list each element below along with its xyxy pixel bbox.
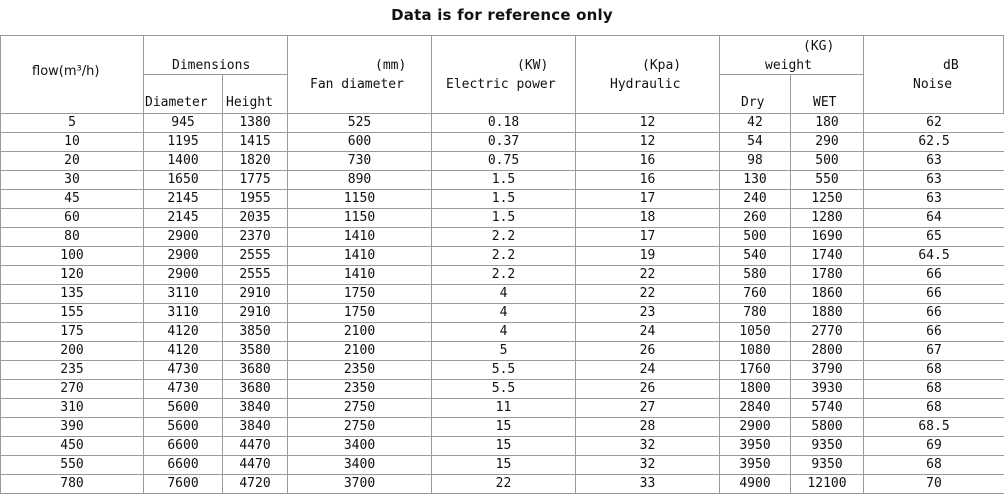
header-noise-unit: dB: [943, 58, 959, 73]
cell-noise: 63: [864, 171, 1004, 190]
cell-electric-power: 15: [432, 456, 576, 475]
table-row: [1, 304, 1004, 323]
cell-noise: 65: [864, 228, 1004, 247]
cell-diameter: 2145: [144, 190, 223, 209]
cell-hydraulic: 32: [576, 437, 720, 456]
cell-wet-weight: 3790: [791, 361, 864, 380]
cell-hydraulic: 28: [576, 418, 720, 437]
specs-table: [0, 113, 1004, 494]
header-power-unit: (KW): [517, 58, 548, 73]
cell-flow: 135: [1, 285, 144, 304]
cell-electric-power: 15: [432, 418, 576, 437]
header-fan-diameter: Fan diameter: [310, 77, 404, 92]
cell-noise: 69: [864, 437, 1004, 456]
cell-noise: 68.5: [864, 418, 1004, 437]
cell-fan-diameter: 890: [288, 171, 432, 190]
cell-hydraulic: 19: [576, 247, 720, 266]
cell-fan-diameter: 2750: [288, 399, 432, 418]
cell-dry-weight: 1760: [720, 361, 791, 380]
cell-diameter: 4120: [144, 342, 223, 361]
cell-flow: 30: [1, 171, 144, 190]
header-hydraulic-unit: (Kpa): [642, 58, 681, 73]
cell-fan-diameter: 600: [288, 133, 432, 152]
cell-fan-diameter: 2100: [288, 323, 432, 342]
cell-diameter: 5600: [144, 399, 223, 418]
cell-electric-power: 2.2: [432, 266, 576, 285]
cell-height: 3680: [223, 380, 288, 399]
cell-fan-diameter: 1410: [288, 247, 432, 266]
cell-hydraulic: 26: [576, 342, 720, 361]
table-header: [0, 35, 1004, 113]
cell-diameter: 6600: [144, 437, 223, 456]
cell-diameter: 1195: [144, 133, 223, 152]
cell-height: 4470: [223, 437, 288, 456]
table-row: [1, 152, 1004, 171]
table-row: [1, 114, 1004, 133]
cell-fan-diameter: 525: [288, 114, 432, 133]
cell-diameter: 1400: [144, 152, 223, 171]
cell-hydraulic: 16: [576, 171, 720, 190]
header-dry: Dry: [741, 95, 764, 110]
cell-wet-weight: 500: [791, 152, 864, 171]
cell-dry-weight: 4900: [720, 475, 791, 494]
header-hydraulic: Hydraulic: [610, 77, 680, 92]
cell-hydraulic: 33: [576, 475, 720, 494]
cell-fan-diameter: 1410: [288, 266, 432, 285]
cell-wet-weight: 1880: [791, 304, 864, 323]
cell-fan-diameter: 2100: [288, 342, 432, 361]
header-weight: weight: [765, 58, 812, 73]
cell-electric-power: 5: [432, 342, 576, 361]
cell-dry-weight: 1080: [720, 342, 791, 361]
cell-wet-weight: 1740: [791, 247, 864, 266]
cell-electric-power: 5.5: [432, 380, 576, 399]
cell-wet-weight: 5740: [791, 399, 864, 418]
cell-height: 1380: [223, 114, 288, 133]
cell-height: 2910: [223, 285, 288, 304]
cell-flow: 175: [1, 323, 144, 342]
cell-height: 3580: [223, 342, 288, 361]
cell-fan-diameter: 730: [288, 152, 432, 171]
cell-height: 4720: [223, 475, 288, 494]
cell-electric-power: 4: [432, 323, 576, 342]
header-flow: flow(m³/h): [32, 64, 99, 79]
cell-hydraulic: 23: [576, 304, 720, 323]
cell-wet-weight: 5800: [791, 418, 864, 437]
cell-diameter: 2900: [144, 266, 223, 285]
cell-flow: 120: [1, 266, 144, 285]
cell-flow: 100: [1, 247, 144, 266]
cell-noise: 70: [864, 475, 1004, 494]
cell-electric-power: 0.37: [432, 133, 576, 152]
cell-wet-weight: 2800: [791, 342, 864, 361]
table-row: [1, 418, 1004, 437]
cell-fan-diameter: 1410: [288, 228, 432, 247]
cell-height: 3850: [223, 323, 288, 342]
cell-flow: 20: [1, 152, 144, 171]
header-wet: WET: [813, 95, 836, 110]
table-row: [1, 266, 1004, 285]
cell-dry-weight: 42: [720, 114, 791, 133]
table-row: [1, 190, 1004, 209]
cell-noise: 62: [864, 114, 1004, 133]
cell-electric-power: 11: [432, 399, 576, 418]
cell-dry-weight: 98: [720, 152, 791, 171]
cell-hydraulic: 27: [576, 399, 720, 418]
cell-diameter: 2145: [144, 209, 223, 228]
cell-flow: 450: [1, 437, 144, 456]
cell-diameter: 945: [144, 114, 223, 133]
cell-flow: 390: [1, 418, 144, 437]
cell-noise: 68: [864, 380, 1004, 399]
cell-noise: 68: [864, 456, 1004, 475]
table-row: [1, 247, 1004, 266]
cell-height: 2370: [223, 228, 288, 247]
cell-fan-diameter: 1750: [288, 285, 432, 304]
cell-hydraulic: 22: [576, 285, 720, 304]
cell-wet-weight: 12100: [791, 475, 864, 494]
cell-dry-weight: 260: [720, 209, 791, 228]
cell-wet-weight: 1280: [791, 209, 864, 228]
cell-hydraulic: 18: [576, 209, 720, 228]
cell-noise: 67: [864, 342, 1004, 361]
cell-wet-weight: 9350: [791, 437, 864, 456]
table-row: [1, 285, 1004, 304]
header-diameter: Diameter: [145, 95, 208, 110]
cell-electric-power: 0.75: [432, 152, 576, 171]
cell-fan-diameter: 2750: [288, 418, 432, 437]
cell-electric-power: 4: [432, 304, 576, 323]
cell-electric-power: 1.5: [432, 190, 576, 209]
cell-hydraulic: 16: [576, 152, 720, 171]
table-row: [1, 437, 1004, 456]
cell-hydraulic: 12: [576, 133, 720, 152]
cell-diameter: 4120: [144, 323, 223, 342]
cell-noise: 66: [864, 266, 1004, 285]
cell-flow: 155: [1, 304, 144, 323]
cell-diameter: 7600: [144, 475, 223, 494]
cell-wet-weight: 1690: [791, 228, 864, 247]
cell-flow: 80: [1, 228, 144, 247]
cell-diameter: 3110: [144, 285, 223, 304]
table-row: [1, 209, 1004, 228]
cell-flow: 270: [1, 380, 144, 399]
table-row: [1, 475, 1004, 494]
cell-hydraulic: 12: [576, 114, 720, 133]
cell-diameter: 1650: [144, 171, 223, 190]
cell-diameter: 5600: [144, 418, 223, 437]
cell-diameter: 2900: [144, 228, 223, 247]
cell-height: 3840: [223, 418, 288, 437]
cell-hydraulic: 26: [576, 380, 720, 399]
cell-wet-weight: 3930: [791, 380, 864, 399]
cell-flow: 200: [1, 342, 144, 361]
cell-wet-weight: 2770: [791, 323, 864, 342]
cell-noise: 64.5: [864, 247, 1004, 266]
cell-dry-weight: 2840: [720, 399, 791, 418]
table-row: [1, 228, 1004, 247]
cell-dry-weight: 580: [720, 266, 791, 285]
cell-diameter: 4730: [144, 361, 223, 380]
cell-height: 1820: [223, 152, 288, 171]
cell-dry-weight: 3950: [720, 456, 791, 475]
cell-flow: 45: [1, 190, 144, 209]
cell-flow: 780: [1, 475, 144, 494]
cell-height: 1415: [223, 133, 288, 152]
cell-flow: 235: [1, 361, 144, 380]
cell-electric-power: 22: [432, 475, 576, 494]
cell-height: 2035: [223, 209, 288, 228]
cell-wet-weight: 290: [791, 133, 864, 152]
cell-height: 3680: [223, 361, 288, 380]
header-noise: Noise: [913, 77, 952, 92]
cell-dry-weight: 1050: [720, 323, 791, 342]
cell-electric-power: 15: [432, 437, 576, 456]
cell-height: 1955: [223, 190, 288, 209]
cell-height: 2555: [223, 266, 288, 285]
cell-dry-weight: 780: [720, 304, 791, 323]
cell-wet-weight: 1780: [791, 266, 864, 285]
table-row: [1, 133, 1004, 152]
cell-fan-diameter: 3400: [288, 456, 432, 475]
cell-diameter: 2900: [144, 247, 223, 266]
table-row: [1, 380, 1004, 399]
cell-diameter: 3110: [144, 304, 223, 323]
cell-hydraulic: 24: [576, 323, 720, 342]
cell-wet-weight: 9350: [791, 456, 864, 475]
cell-wet-weight: 180: [791, 114, 864, 133]
cell-fan-diameter: 1150: [288, 190, 432, 209]
header-fan-unit: (mm): [375, 58, 406, 73]
header-height: Height: [226, 95, 273, 110]
cell-noise: 63: [864, 152, 1004, 171]
cell-hydraulic: 32: [576, 456, 720, 475]
cell-flow: 60: [1, 209, 144, 228]
cell-hydraulic: 24: [576, 361, 720, 380]
cell-electric-power: 4: [432, 285, 576, 304]
cell-dry-weight: 240: [720, 190, 791, 209]
cell-dry-weight: 2900: [720, 418, 791, 437]
table-row: [1, 456, 1004, 475]
cell-height: 4470: [223, 456, 288, 475]
table-row: [1, 361, 1004, 380]
cell-noise: 68: [864, 361, 1004, 380]
cell-noise: 68: [864, 399, 1004, 418]
cell-wet-weight: 1860: [791, 285, 864, 304]
cell-flow: 310: [1, 399, 144, 418]
cell-electric-power: 2.2: [432, 247, 576, 266]
cell-electric-power: 5.5: [432, 361, 576, 380]
page-title: Data is for reference only: [0, 6, 1004, 24]
cell-hydraulic: 22: [576, 266, 720, 285]
header-weight-unit: (KG): [803, 39, 834, 54]
cell-dry-weight: 130: [720, 171, 791, 190]
cell-dry-weight: 500: [720, 228, 791, 247]
cell-fan-diameter: 2350: [288, 380, 432, 399]
cell-fan-diameter: 3700: [288, 475, 432, 494]
cell-hydraulic: 17: [576, 190, 720, 209]
cell-electric-power: 1.5: [432, 171, 576, 190]
cell-electric-power: 0.18: [432, 114, 576, 133]
cell-flow: 550: [1, 456, 144, 475]
table-row: [1, 171, 1004, 190]
header-dimensions: Dimensions: [172, 58, 250, 73]
cell-dry-weight: 54: [720, 133, 791, 152]
cell-height: 1775: [223, 171, 288, 190]
cell-diameter: 6600: [144, 456, 223, 475]
cell-flow: 10: [1, 133, 144, 152]
table-row: [1, 399, 1004, 418]
cell-noise: 62.5: [864, 133, 1004, 152]
cell-height: 2910: [223, 304, 288, 323]
cell-electric-power: 2.2: [432, 228, 576, 247]
cell-wet-weight: 550: [791, 171, 864, 190]
cell-noise: 66: [864, 285, 1004, 304]
cell-flow: 5: [1, 114, 144, 133]
cell-noise: 64: [864, 209, 1004, 228]
cell-wet-weight: 1250: [791, 190, 864, 209]
cell-hydraulic: 17: [576, 228, 720, 247]
table-row: [1, 323, 1004, 342]
cell-dry-weight: 1800: [720, 380, 791, 399]
cell-electric-power: 1.5: [432, 209, 576, 228]
cell-fan-diameter: 1750: [288, 304, 432, 323]
cell-dry-weight: 760: [720, 285, 791, 304]
cell-height: 3840: [223, 399, 288, 418]
table-row: [1, 342, 1004, 361]
cell-noise: 63: [864, 190, 1004, 209]
cell-fan-diameter: 1150: [288, 209, 432, 228]
cell-noise: 66: [864, 304, 1004, 323]
cell-noise: 66: [864, 323, 1004, 342]
cell-diameter: 4730: [144, 380, 223, 399]
cell-fan-diameter: 3400: [288, 437, 432, 456]
cell-dry-weight: 3950: [720, 437, 791, 456]
cell-dry-weight: 540: [720, 247, 791, 266]
cell-height: 2555: [223, 247, 288, 266]
cell-fan-diameter: 2350: [288, 361, 432, 380]
header-electric-power: Electric power: [446, 77, 556, 92]
